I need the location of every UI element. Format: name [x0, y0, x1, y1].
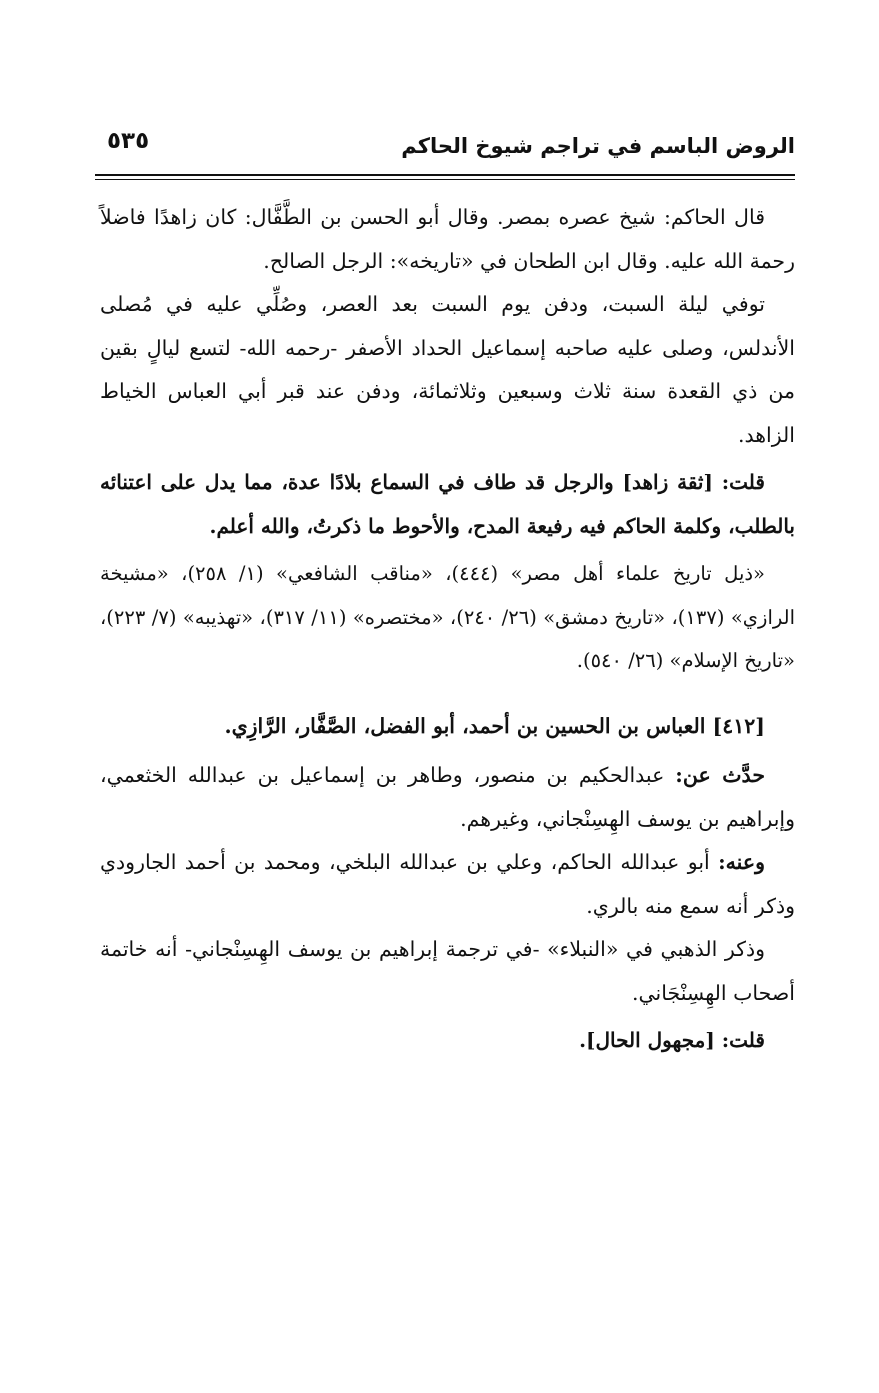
paragraph-death-burial: توفي ليلة السبت، ودفن يوم السبت بعد العصر، وصُلِّي عليه في مُصلى الأندلس، وصلى عليه صاحبه إسماعيل الحداد الأصفر -رحمه الله- لتسع ليالٍ بقين من ذي القعدة سنة ثلاث وسبعين وثلاثمائة، ودفن عند قبر أبي العباس الخياط الزاهد. [100, 292, 795, 447]
paragraph-teachers [100, 754, 795, 841]
page-header [95, 128, 795, 172]
paragraph-final-verdict: قلت: [مجهول الحال]. [579, 1028, 765, 1052]
paragraph-students [100, 841, 795, 928]
paragraph-author-verdict: قلت: [ثقة زاهد] والرجل قد طاف في السماع بلادًا عدة، مما يدل على اعتنائه بالطلب، وكلمة الحاكم فيه رفيعة المدح، والأحوط ما ذكرتُ، والله أعلم. [100, 470, 795, 538]
students-lead: وعنه: [718, 850, 765, 874]
paragraph-references: «ذيل تاريخ علماء أهل مصر» (٤٤٤)، «مناقب الشافعي» (١/ ٢٥٨)، «مشيخة الرازي» (١٣٧)، «تاريخ دمشق» (٢٦/ ٢٤٠)، «مختصره» (١١/ ٣١٧)، «تهذيبه» (٧/ ٢٢٣)، «تاريخ الإسلام» (٢٦/ ٥٤٠). [100, 562, 796, 672]
page-body [100, 196, 795, 1063]
running-title: الروض الباسم في تراجم شيوخ الحاكم [401, 134, 795, 158]
paragraph-dhahabi: وذكر الذهبي في «النبلاء» -في ترجمة إبراهيم بن يوسف الهِسِنْجاني- أنه خاتمة أصحاب الهِسِنْجَاني. [100, 937, 795, 1005]
page-number: ٥٣٥ [107, 128, 150, 154]
header-rule-thick [95, 174, 795, 176]
paragraph-hakim-quote: قال الحاكم: شيخ عصره بمصر. وقال أبو الحسن بن الطَّفَّال: كان زاهدًا فاضلاً رحمة الله عليه. وقال ابن الطحان في «تاريخه»: الرجل الصالح. [100, 205, 795, 273]
teachers-lead: حدَّث عن: [675, 763, 765, 787]
entry-heading: [٤١٢] العباس بن الحسين بن أحمد، أبو الفضل، الصَّفَّار، الرَّازِي. [224, 713, 765, 738]
students-text: أبو عبدالله الحاكم، وعلي بن عبدالله البلخي، ومحمد بن أحمد الجارودي وذكر أنه سمع منه بالري. [100, 850, 795, 918]
header-rule-thin [95, 179, 795, 180]
teachers-text: عبدالحكيم بن منصور، وطاهر بن إسماعيل بن عبدالله الخثعمي، وإبراهيم بن يوسف الهِسِنْجاني، وغيرهم. [100, 763, 795, 831]
